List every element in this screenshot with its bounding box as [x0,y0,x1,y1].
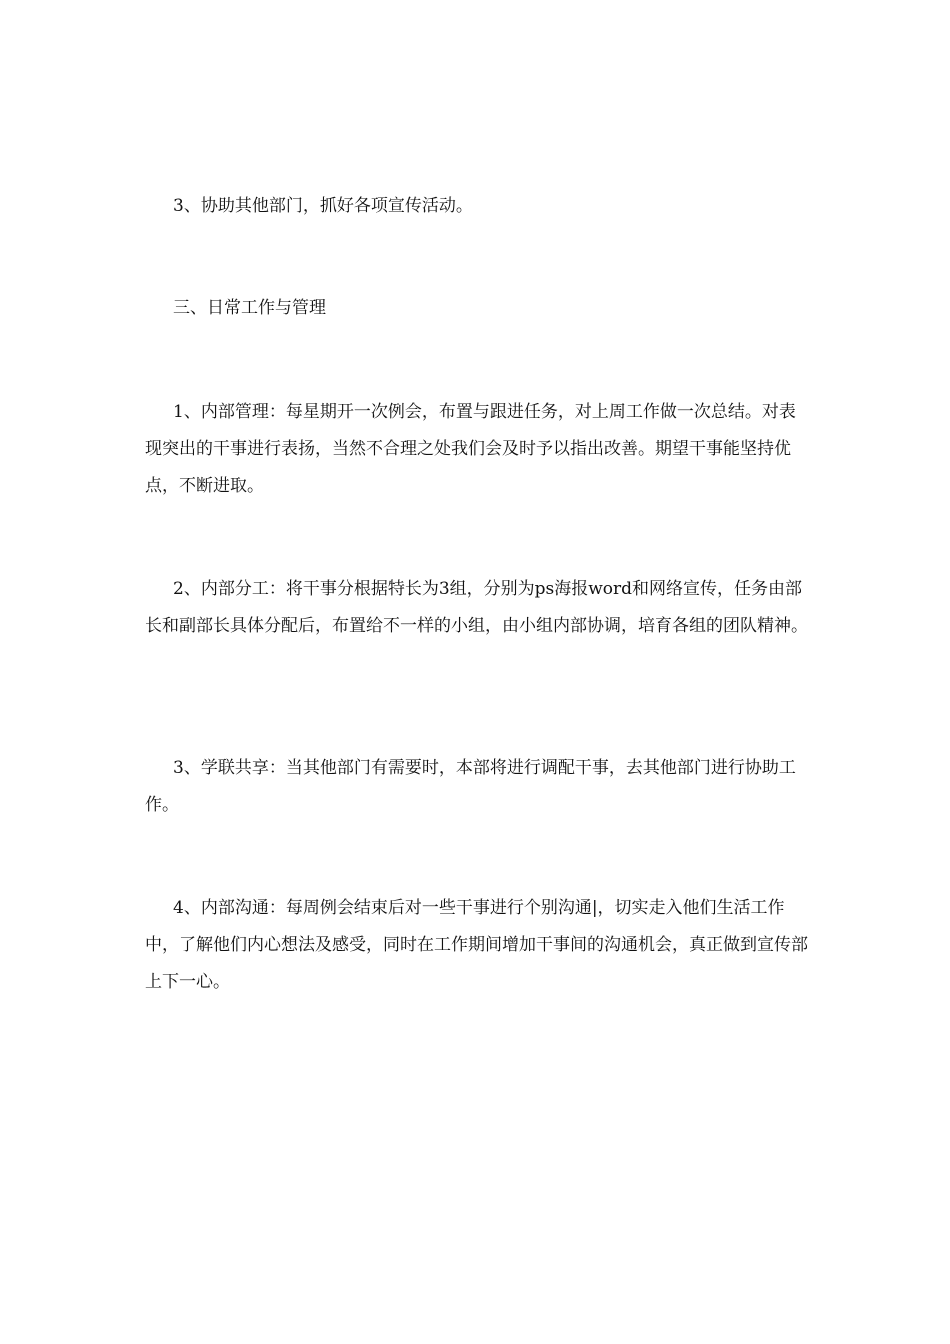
paragraph-union-sharing: 3、学联共享：当其他部门有需要时，本部将进行调配干事，去其他部门进行协助工作。 [145,758,796,815]
paragraph-internal-communication: 4、内部沟通：每周例会结束后对一些干事进行个别沟通|，切实走入他们生活工作中，了解他们内心想法及感受，同时在工作期间增加干事间的沟通机会，真正做到宣传部上下一心。 [145,898,808,992]
paragraph-assist-departments: 3、协助其他部门，抓好各项宣传活动。 [173,196,473,216]
paragraph-internal-division: 2、内部分工：将干事分根据特长为3组，分别为ps海报word和网络宣传，任务由部长和副部长具体分配后，布置给不一样的小组，由小组内部协调，培育各组的团队精神。 [145,579,808,636]
paragraph-internal-management: 1、内部管理：每星期开一次例会，布置与跟进任务，对上周工作做一次总结。对表现突出的干事进行表扬，当然不合理之处我们会及时予以指出改善。期望干事能坚持优点，不断进取。 [145,402,796,496]
section-heading-daily-work: 三、日常工作与管理 [173,298,326,318]
